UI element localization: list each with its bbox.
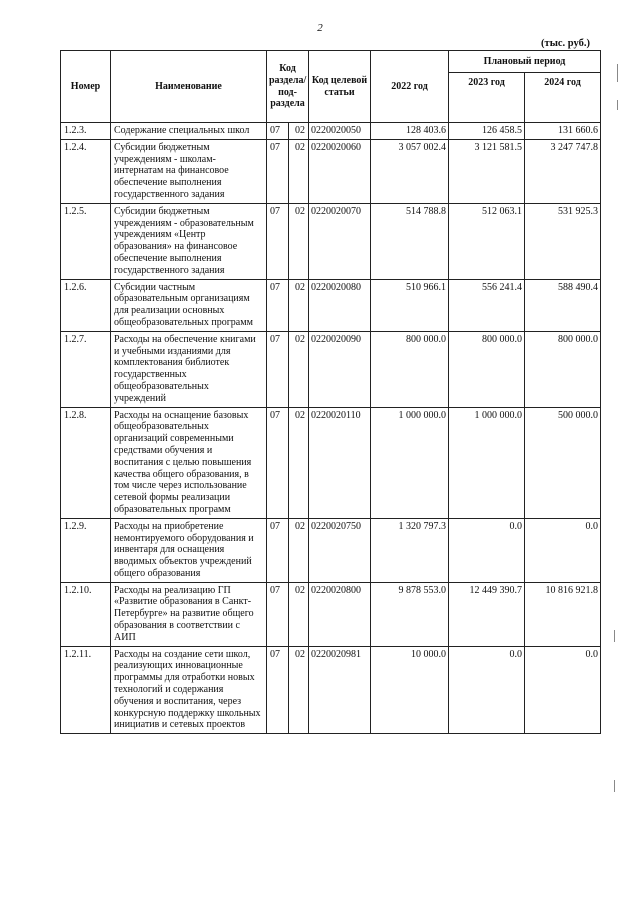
row-value-2023: 1 000 000.0 bbox=[449, 407, 525, 518]
header-year-2024: 2024 год bbox=[525, 73, 601, 123]
row-number: 1.2.3. bbox=[61, 123, 111, 140]
row-value-2024: 0.0 bbox=[525, 646, 601, 734]
scan-mark bbox=[614, 630, 615, 642]
row-number: 1.2.11. bbox=[61, 646, 111, 734]
row-name: Расходы на оснащение базовых общеобразовательных организаций современными средствами обучения и воспитания с целью повышения качества общего образования, в том числе через использование сетевой формы реализации образовательных программ bbox=[111, 407, 267, 518]
header-name: Наименование bbox=[111, 51, 267, 123]
scan-mark bbox=[617, 64, 618, 82]
header-target-code: Код целевой статьи bbox=[309, 51, 371, 123]
row-subsection-code: 02 bbox=[289, 582, 309, 646]
table-row bbox=[61, 518, 601, 582]
row-name: Расходы на реализацию ГП «Развитие образования в Санкт-Петербурге» на развитие общего образования в соответствии с АИП bbox=[111, 582, 267, 646]
row-section-code: 07 bbox=[267, 279, 289, 331]
row-value-2024: 3 247 747.8 bbox=[525, 139, 601, 203]
row-value-2022: 10 000.0 bbox=[371, 646, 449, 734]
row-name: Субсидии частным образовательным организациям для реализации основных общеобразовательных программ bbox=[111, 279, 267, 331]
row-value-2022: 514 788.8 bbox=[371, 203, 449, 279]
row-section-code: 07 bbox=[267, 331, 289, 407]
table-row bbox=[61, 139, 601, 203]
row-subsection-code: 02 bbox=[289, 139, 309, 203]
row-section-code: 07 bbox=[267, 582, 289, 646]
row-value-2024: 0.0 bbox=[525, 518, 601, 582]
row-target-code: 0220020080 bbox=[309, 279, 371, 331]
row-value-2022: 800 000.0 bbox=[371, 331, 449, 407]
row-value-2023: 0.0 bbox=[449, 646, 525, 734]
row-value-2023: 126 458.5 bbox=[449, 123, 525, 140]
row-value-2024: 131 660.6 bbox=[525, 123, 601, 140]
row-value-2023: 0.0 bbox=[449, 518, 525, 582]
row-value-2022: 510 966.1 bbox=[371, 279, 449, 331]
header-year-2023: 2023 год bbox=[449, 73, 525, 123]
row-value-2023: 12 449 390.7 bbox=[449, 582, 525, 646]
table-row bbox=[61, 646, 601, 734]
row-subsection-code: 02 bbox=[289, 518, 309, 582]
row-number: 1.2.9. bbox=[61, 518, 111, 582]
row-section-code: 07 bbox=[267, 646, 289, 734]
row-subsection-code: 02 bbox=[289, 279, 309, 331]
row-target-code: 0220020110 bbox=[309, 407, 371, 518]
row-number: 1.2.10. bbox=[61, 582, 111, 646]
row-value-2022: 3 057 002.4 bbox=[371, 139, 449, 203]
row-section-code: 07 bbox=[267, 123, 289, 140]
row-value-2023: 512 063.1 bbox=[449, 203, 525, 279]
row-value-2022: 1 000 000.0 bbox=[371, 407, 449, 518]
row-value-2022: 1 320 797.3 bbox=[371, 518, 449, 582]
header-number: Номер bbox=[61, 51, 111, 123]
row-subsection-code: 02 bbox=[289, 407, 309, 518]
table-row bbox=[61, 331, 601, 407]
row-value-2024: 10 816 921.8 bbox=[525, 582, 601, 646]
row-subsection-code: 02 bbox=[289, 646, 309, 734]
row-value-2024: 531 925.3 bbox=[525, 203, 601, 279]
table-body bbox=[61, 123, 601, 734]
row-number: 1.2.5. bbox=[61, 203, 111, 279]
row-target-code: 0220020800 bbox=[309, 582, 371, 646]
row-value-2023: 800 000.0 bbox=[449, 331, 525, 407]
row-section-code: 07 bbox=[267, 203, 289, 279]
table-row bbox=[61, 203, 601, 279]
row-name: Субсидии бюджетным учреждениям - школам-интернатам на финансовое обеспечение выполнения государственного задания bbox=[111, 139, 267, 203]
row-value-2023: 556 241.4 bbox=[449, 279, 525, 331]
row-value-2024: 500 000.0 bbox=[525, 407, 601, 518]
row-name: Расходы на создание сети школ, реализующих инновационные программы для отработки новых технологий и содержания обучения и воспитания, через конкурсную поддержку школьных инициатив и сетевых проектов bbox=[111, 646, 267, 734]
row-target-code: 0220020981 bbox=[309, 646, 371, 734]
row-value-2024: 800 000.0 bbox=[525, 331, 601, 407]
table-row bbox=[61, 582, 601, 646]
row-target-code: 0220020050 bbox=[309, 123, 371, 140]
row-target-code: 0220020750 bbox=[309, 518, 371, 582]
row-name: Субсидии бюджетным учреждениям - образовательным учреждениям «Центр образования» на финансовое обеспечение выполнения государственного задания bbox=[111, 203, 267, 279]
row-value-2022: 9 878 553.0 bbox=[371, 582, 449, 646]
row-target-code: 0220020070 bbox=[309, 203, 371, 279]
row-target-code: 0220020090 bbox=[309, 331, 371, 407]
scan-mark bbox=[617, 100, 618, 110]
header-year-2022: 2022 год bbox=[371, 51, 449, 123]
row-name: Расходы на приобретение немонтируемого оборудования и инвентаря для оснащения вводимых объектов учреждений общего образования bbox=[111, 518, 267, 582]
table-row bbox=[61, 279, 601, 331]
row-value-2023: 3 121 581.5 bbox=[449, 139, 525, 203]
row-number: 1.2.6. bbox=[61, 279, 111, 331]
row-value-2024: 588 490.4 bbox=[525, 279, 601, 331]
row-subsection-code: 02 bbox=[289, 123, 309, 140]
table-header bbox=[61, 51, 601, 123]
row-number: 1.2.4. bbox=[61, 139, 111, 203]
row-name: Содержание специальных школ bbox=[111, 123, 267, 140]
table-row bbox=[61, 407, 601, 518]
header-planned-period: Плановый период bbox=[449, 51, 601, 73]
header-section-code: Код раздела/ под- раздела bbox=[267, 51, 309, 123]
row-name: Расходы на обеспечение книгами и учебными изданиями для комплектования библиотек государственных общеобразовательных учреждений bbox=[111, 331, 267, 407]
row-value-2022: 128 403.6 bbox=[371, 123, 449, 140]
table-row bbox=[61, 123, 601, 140]
row-section-code: 07 bbox=[267, 139, 289, 203]
row-section-code: 07 bbox=[267, 518, 289, 582]
row-number: 1.2.7. bbox=[61, 331, 111, 407]
row-target-code: 0220020060 bbox=[309, 139, 371, 203]
units-label: (тыс. руб.) bbox=[541, 38, 590, 49]
row-subsection-code: 02 bbox=[289, 331, 309, 407]
row-number: 1.2.8. bbox=[61, 407, 111, 518]
row-section-code: 07 bbox=[267, 407, 289, 518]
row-subsection-code: 02 bbox=[289, 203, 309, 279]
budget-table bbox=[60, 50, 601, 734]
page-number: 2 bbox=[317, 22, 323, 34]
scan-mark bbox=[614, 780, 615, 792]
